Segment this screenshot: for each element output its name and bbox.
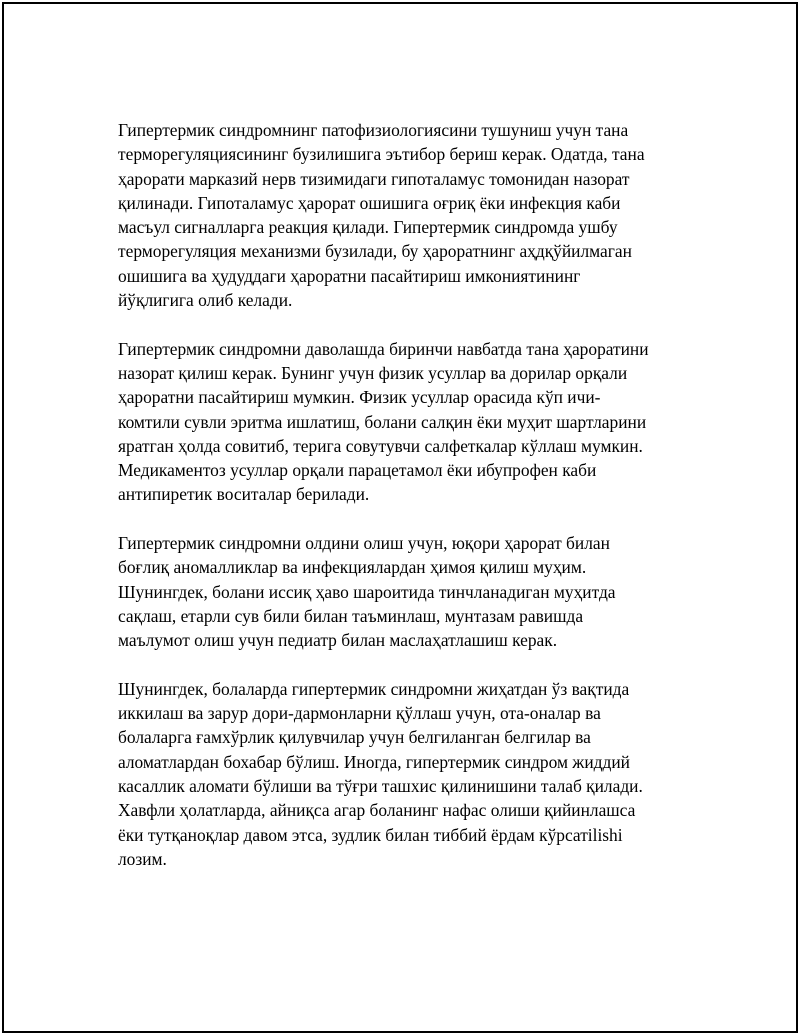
paragraph-warning-signs: Шунингдек, болаларда гипертермик синдромни жиҳатдан ўз вақтида иккилаш ва зарур дори-дармонларни қўллаш учун, ота-оналар ва болаларга ғамхўрлик қилувчилар учун белгиланган белгилар ва аломатлардан бохабар бўлиш. Иногда, гипертермик синдром жиддий касаллик аломати бўлиши ва тўғри ташхис қилинишини талаб қилади. Хавфли ҳолатларда, айниқса агар боланинг нафас олиши қийинлашса ёки тутқаноқлар давом этса, зудлик билан тиббий ёрдам кўрсатilishi лозим.	[118, 678, 643, 869]
paragraph-treatment: Гипертермик синдромни даволашда биринчи навбатда тана ҳароратини назорат қилиш керак. Бунинг учун физик усуллар ва дорилар орқали ҳароратни пасайтириш мумкин. Физик усуллар орасида кўп ичи- комтили сувли эритма ишлатиш, болани салқин ёки муҳит шартларини яратган ҳолда совитиб, терига совутувчи салфеткалар кўллаш мумкин. Медикаментоз усуллар орқали парацетамол ёки ибупрофен каби антипиретик воситалар берилади.	[118, 338, 649, 505]
paragraph-pathophysiology: Гипертермик синдромнинг патофизиологиясини тушуниш учун тана терморегуляциясининг бузилишига эътибор бериш керак. Одатда, тана ҳарорати марказий нерв тизимидаги гипоталамус томонидан назорат қилинади. Гипоталамус ҳарорат ошишига оғриқ ёки инфекция каби масъул сигналларга реакция қилади. Гипертермик синдромда ушбу терморегуляция механизми бузилади, бу ҳароратнинг аҳдқўйилмаган ошишига ва ҳудуддаги ҳароратни пасайтириш имкониятининг йўқлигига олиб келади.	[118, 120, 645, 311]
paragraph-prevention: Гипертермик синдромни олдини олиш учун, юқори ҳарорат билан боғлиқ аномалликлар ва инфекциялардан ҳимоя қилиш муҳим. Шунингдек, болани иссиқ ҳаво шароитида тинчланадиган муҳитда сақлаш, етарли сув били билан таъминлаш, мунтазам равишда маълумот олиш учун педиатр билан маслаҳатлашиш керак.	[118, 533, 616, 651]
document-body	[118, 118, 708, 896]
